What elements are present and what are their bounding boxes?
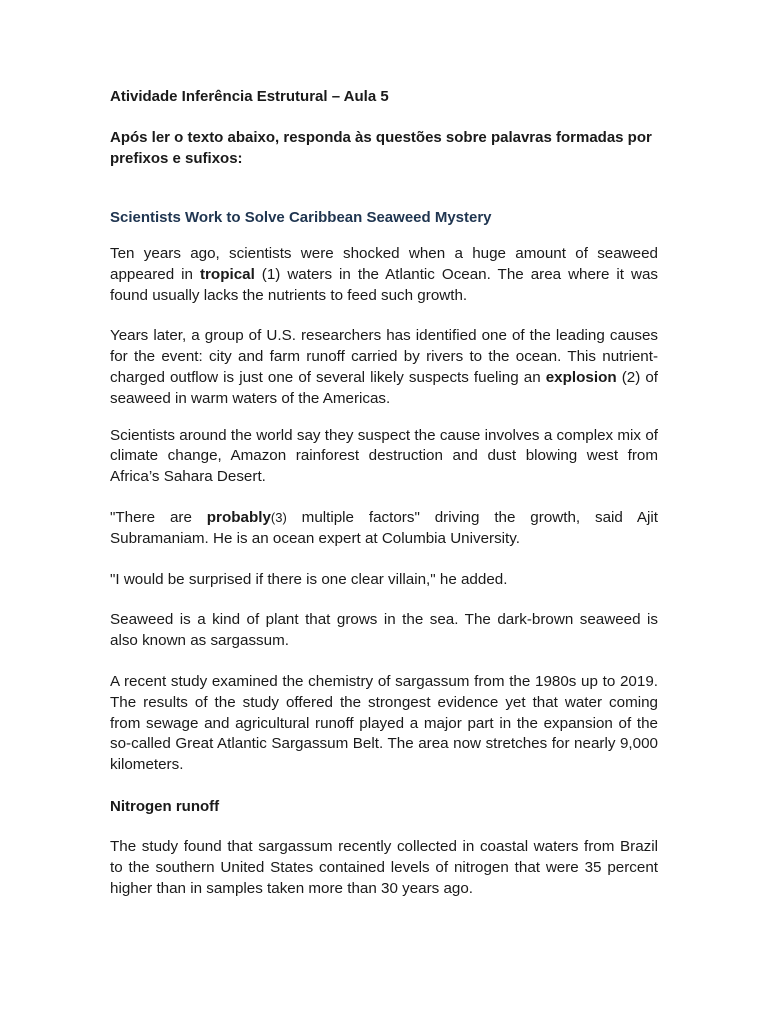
- document-title: Atividade Inferência Estrutural – Aula 5: [110, 88, 389, 105]
- paragraph-4: [110, 508, 658, 550]
- paragraph-1: [110, 244, 658, 306]
- paragraph-1-text-a: Ten years ago, scientists were shocked when a huge amount of seaweed appeared in: [110, 245, 658, 283]
- paragraph-1-text-b: (1) waters in the Atlantic Ocean. The area where it was found usually lacks the nutrients to feed such growth.: [110, 265, 658, 304]
- paragraph-3: Scientists around the world say they suspect the cause involves a complex mix of climate change, Amazon rainforest destruction and dust blowing west from Africa’s Sahara Desert.: [110, 426, 658, 486]
- keyword-tropical: tropical: [199, 265, 255, 283]
- keyword-explosion: explosion: [545, 368, 617, 386]
- paragraph-6: Seaweed is a kind of plant that grows in the sea. The dark-brown seaweed is also known as sargassum.: [110, 611, 658, 650]
- keyword-number-3: (3): [270, 509, 287, 525]
- paragraph-2: [110, 326, 658, 409]
- paragraph-2-text-a: Years later, a group of U.S. researchers has identified one of the leading causes for the event: city and farm runoff carried by rivers to the ocean. This nutrient-charged outflow is just one of several likely suspects fueling an: [110, 327, 658, 386]
- paragraph-5: "I would be surprised if there is one clear villain," he added.: [110, 570, 508, 588]
- paragraph-2-text-b: (2) of seaweed in warm waters of the Americas.: [110, 368, 659, 407]
- paragraph-4-text-b: multiple factors" driving the growth, said Ajit Subramaniam. He is an ocean expert at Columbia University.: [110, 508, 658, 547]
- paragraph-7: A recent study examined the chemistry of sargassum from the 1980s up to 2019. The results of the study offered the strongest evidence yet that water coming from sewage and agricultural runoff played a major part in the expansion of the so-called Great Atlantic Sargassum Belt. The area now stretches for nearly 9,000 kilometers.: [110, 672, 658, 774]
- instructions: Após ler o texto abaixo, responda às questões sobre palavras formadas por prefixos e sufixos:: [110, 129, 652, 167]
- paragraph-4-text-a: "There are: [110, 508, 207, 526]
- section-heading-nitrogen-runoff: Nitrogen runoff: [110, 797, 220, 815]
- article-title: Scientists Work to Solve Caribbean Seaweed Mystery: [110, 209, 492, 226]
- keyword-probably: probably: [206, 508, 271, 526]
- document-page: [110, 86, 658, 919]
- paragraph-8: The study found that sargassum recently collected in coastal waters from Brazil to the southern United States contained levels of nitrogen that were 35 percent higher than in samples taken more than 30 years ago.: [110, 837, 658, 897]
